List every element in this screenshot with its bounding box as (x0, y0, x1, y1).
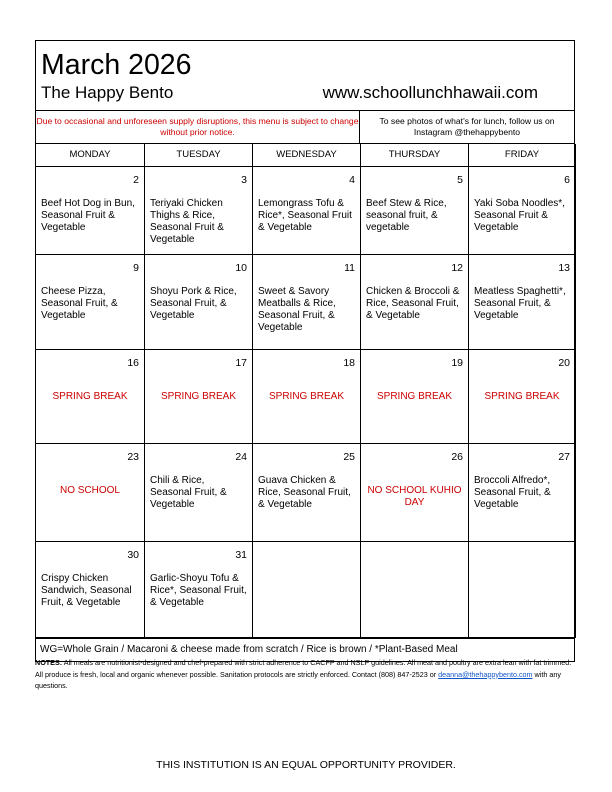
day-cell (361, 349, 469, 443)
legend: WG=Whole Grain / Macaroni & cheese made from scratch / Rice is brown / *Plant-Based Meal (36, 638, 574, 661)
day-cell (145, 254, 253, 349)
weekday-header: THURSDAY (361, 144, 469, 166)
week-row (36, 166, 576, 254)
empty-day-cell (469, 541, 576, 637)
meal-text: Chicken & Broccoli & Rice, Seasonal Fruit, & Vegetable (366, 285, 460, 321)
notes-section (35, 657, 575, 692)
company-name: The Happy Bento (41, 83, 174, 102)
day-cell (36, 443, 145, 541)
month-title: March 2026 (41, 49, 192, 81)
day-number: 3 (241, 173, 247, 186)
meal-text: Yaki Soba Noodles*, Seasonal Fruit & Vegetable (474, 197, 565, 233)
meal-text: Lemongrass Tofu & Rice*, Seasonal Fruit & Vegetable (258, 197, 352, 233)
day-cell (36, 254, 145, 349)
day-number: 19 (451, 356, 463, 369)
event-text: NO SCHOOL KUHIO DAY (367, 484, 462, 508)
day-number: 11 (344, 261, 355, 274)
contact-email-link[interactable]: deanna@thehappybento.com (438, 669, 533, 679)
notes-text: All meals are nutritionist-designed and chef-prepared with strict adherence to CACFP and NSLP guidelines. All meat and poultry are extra lean with fat trimmed. All produce is fresh, local and organic whenever possible. Sanitation protocols are strictly enforced. Contact (808) 847-2523 or (35, 658, 572, 679)
event-text: NO SCHOOL (59, 484, 120, 496)
week-row (36, 349, 576, 443)
day-number: 18 (343, 356, 355, 369)
meal-text: Garlic-Shoyu Tofu & Rice*, Seasonal Fruit, & Vegetable (150, 572, 247, 608)
day-cell (469, 443, 576, 541)
day-cell (253, 166, 361, 254)
day-cell (36, 166, 145, 254)
event-text: SPRING BREAK (268, 390, 345, 402)
day-number: 2 (133, 173, 139, 186)
day-number: 9 (133, 261, 139, 274)
day-number: 24 (235, 450, 247, 463)
day-number: 23 (127, 450, 139, 463)
day-number: 10 (235, 261, 247, 274)
day-cell (145, 166, 253, 254)
menu-calendar (35, 40, 575, 662)
meal-text: Chili & Rice, Seasonal Fruit, & Vegetable (150, 474, 227, 510)
day-number: 25 (343, 450, 355, 463)
week-row (36, 443, 576, 541)
event-text: SPRING BREAK (376, 390, 453, 402)
empty-day-cell (361, 541, 469, 637)
notes-label: NOTES: (35, 658, 63, 667)
day-number: 13 (558, 261, 570, 274)
day-cell (361, 166, 469, 254)
notice-row (36, 111, 574, 144)
instagram-note: To see photos of what's for lunch, follow us on Instagram @thehappybento (379, 116, 555, 137)
day-number: 5 (457, 173, 463, 186)
day-number: 17 (235, 356, 247, 369)
meal-text: Crispy Chicken Sandwich, Seasonal Fruit, & Vegetable (41, 572, 132, 608)
notes-suffix: with any questions. (35, 669, 561, 690)
day-cell (361, 443, 469, 541)
day-cell (36, 541, 145, 637)
weekday-header: MONDAY (36, 144, 145, 166)
day-number: 20 (558, 356, 570, 369)
website-url: www.schoollunchhawaii.com (322, 83, 538, 102)
day-number: 12 (451, 261, 463, 274)
weekday-header: TUESDAY (145, 144, 253, 166)
day-number: 30 (127, 548, 139, 561)
calendar-header (36, 41, 574, 111)
weekday-header: FRIDAY (469, 144, 576, 166)
meal-text: Beef Hot Dog in Bun, Seasonal Fruit & Vegetable (41, 197, 135, 233)
meal-text: Sweet & Savory Meatballs & Rice, Seasonal Fruit, & Vegetable (258, 285, 336, 334)
meal-text: Meatless Spaghetti*, Seasonal Fruit, & Vegetable (474, 285, 566, 321)
day-number: 4 (349, 173, 355, 186)
day-cell (145, 349, 253, 443)
day-cell (145, 541, 253, 637)
day-number: 27 (558, 450, 570, 463)
meal-text: Shoyu Pork & Rice, Seasonal Fruit, & Vegetable (150, 285, 237, 321)
day-cell (145, 443, 253, 541)
event-text: SPRING BREAK (52, 390, 128, 402)
day-cell (469, 349, 576, 443)
calendar-grid (35, 144, 576, 638)
day-cell (253, 254, 361, 349)
day-cell (253, 443, 361, 541)
day-cell (253, 349, 361, 443)
day-number: 31 (235, 548, 247, 561)
day-cell (469, 254, 576, 349)
day-number: 26 (451, 450, 463, 463)
meal-text: Beef Stew & Rice, seasonal fruit, & vegetable (366, 197, 447, 233)
event-text: SPRING BREAK (484, 390, 560, 402)
event-text: SPRING BREAK (160, 390, 237, 402)
week-row (36, 541, 576, 637)
meal-text: Guava Chicken & Rice, Seasonal Fruit, & Vegetable (258, 474, 351, 510)
meal-text: Cheese Pizza, Seasonal Fruit, & Vegetable (41, 285, 118, 321)
day-cell (361, 254, 469, 349)
supply-disclaimer: Due to occasional and unforeseen supply disruptions, this menu is subject to change without prior notice. (36, 111, 360, 143)
day-number: 6 (564, 173, 570, 186)
meal-text: Teriyaki Chicken Thighs & Rice, Seasonal Fruit & Vegetable (150, 197, 224, 246)
day-cell (469, 166, 576, 254)
weekday-header-row (36, 144, 576, 166)
week-row (36, 254, 576, 349)
meal-text: Broccoli Alfredo*, Seasonal Fruit, & Vegetable (474, 474, 551, 510)
equal-opportunity-footer: THIS INSTITUTION IS AN EQUAL OPPORTUNITY PROVIDER. (156, 759, 456, 771)
empty-day-cell (253, 541, 361, 637)
day-number: 16 (127, 356, 139, 369)
day-cell (36, 349, 145, 443)
weekday-header: WEDNESDAY (253, 144, 361, 166)
